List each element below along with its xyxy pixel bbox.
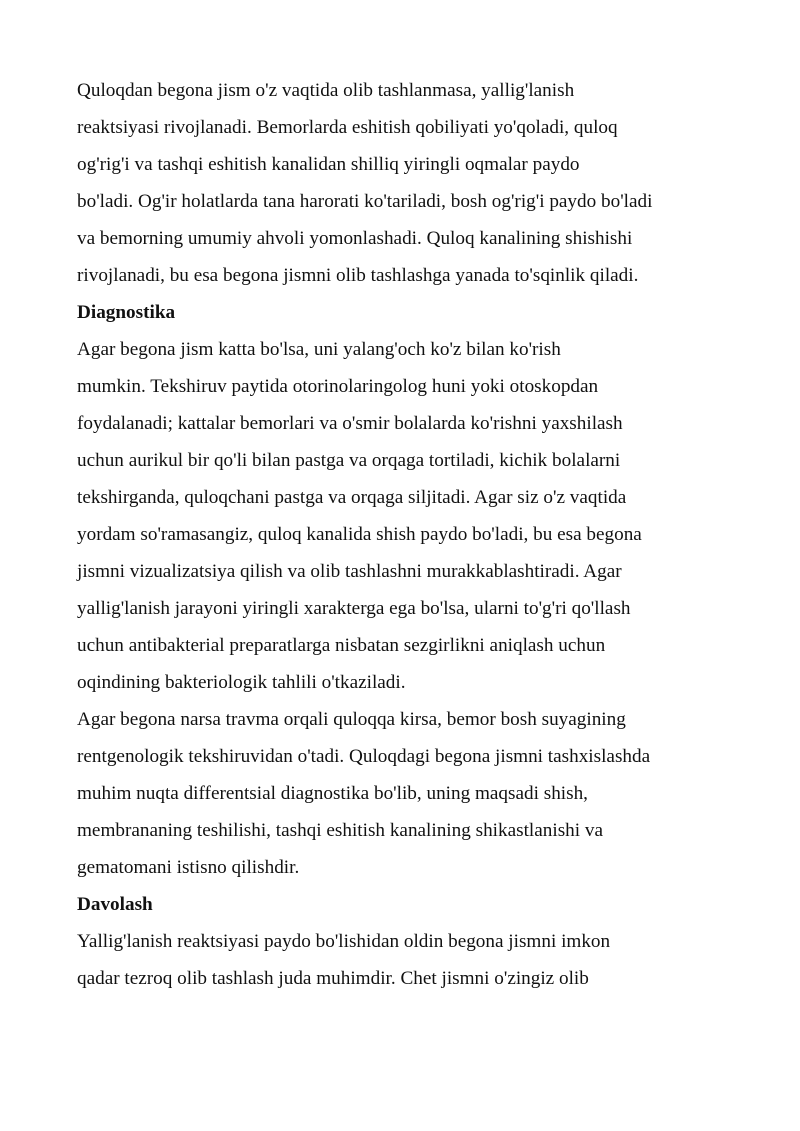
text-line: membrananing teshilishi, tashqi eshitish kanalining shikastlanishi va — [77, 820, 603, 841]
text-line: og'rig'i va tashqi eshitish kanalidan shilliq yiringli oqmalar paydo — [77, 154, 580, 175]
text-line: tekshirganda, quloqchani pastga va orqaga siljitadi. Agar siz o'z vaqtida — [77, 487, 627, 508]
text-line: Agar begona narsa travma orqali quloqqa kirsa, bemor bosh suyagining — [77, 709, 626, 730]
text-line: qadar tezroq olib tashlash juda muhimdir. Chet jismni o'zingiz olib — [77, 968, 589, 989]
text-line: Agar begona jism katta bo'lsa, uni yalang'och ko'z bilan ko'rish — [77, 339, 561, 360]
text-line: Yallig'lanish reaktsiyasi paydo bo'lishidan oldin begona jismni imkon — [77, 931, 611, 952]
paragraph-treatment — [77, 923, 727, 997]
text-line: jismni vizualizatsiya qilish va olib tashlashni murakkablashtiradi. Agar — [77, 561, 622, 582]
text-line: foydalanadi; kattalar bemorlari va o'smir bolalarda ko'rishni yaxshilash — [77, 413, 623, 434]
text-line: uchun aurikul bir qo'li bilan pastga va orqaga tortiladi, kichik bolalarni — [77, 450, 621, 471]
text-line: uchun antibakterial preparatlarga nisbatan sezgirlikni aniqlash uchun — [77, 635, 606, 656]
text-line: Quloqdan begona jism o'z vaqtida olib tashlanmasa, yallig'lanish — [77, 80, 575, 101]
text-line: bo'ladi. Og'ir holatlarda tana harorati ko'tariladi, bosh og'rig'i paydo bo'ladi — [77, 191, 653, 212]
document-page — [77, 72, 727, 997]
text-line: rivojlanadi, bu esa begona jismni olib tashlashga yanada to'sqinlik qiladi. — [77, 265, 639, 286]
text-line: rentgenologik tekshiruvidan o'tadi. Quloqdagi begona jismni tashxislashda — [77, 746, 651, 767]
text-line: yallig'lanish jarayoni yiringli xarakterga ega bo'lsa, ularni to'g'ri qo'llash — [77, 598, 631, 619]
text-line: gematomani istisno qilishdir. — [77, 857, 300, 878]
heading-diagnostika: Diagnostika — [77, 302, 176, 323]
text-line: va bemorning umumiy ahvoli yomonlashadi. Quloq kanalining shishishi — [77, 228, 633, 249]
text-line: reaktsiyasi rivojlanadi. Bemorlarda eshitish qobiliyati yo'qoladi, quloq — [77, 117, 618, 138]
paragraph-differential-diagnosis — [77, 701, 727, 886]
text-line: oqindining bakteriologik tahlili o'tkaziladi. — [77, 672, 406, 693]
text-line: mumkin. Tekshiruv paytida otorinolaringolog huni yoki otoskopdan — [77, 376, 599, 397]
paragraph-diagnostics — [77, 331, 727, 701]
text-line: muhim nuqta differentsial diagnostika bo'lib, uning maqsadi shish, — [77, 783, 588, 804]
text-line: yordam so'ramasangiz, quloq kanalida shish paydo bo'ladi, bu esa begona — [77, 524, 642, 545]
heading-davolash: Davolash — [77, 894, 153, 915]
paragraph-consequences — [77, 72, 727, 294]
